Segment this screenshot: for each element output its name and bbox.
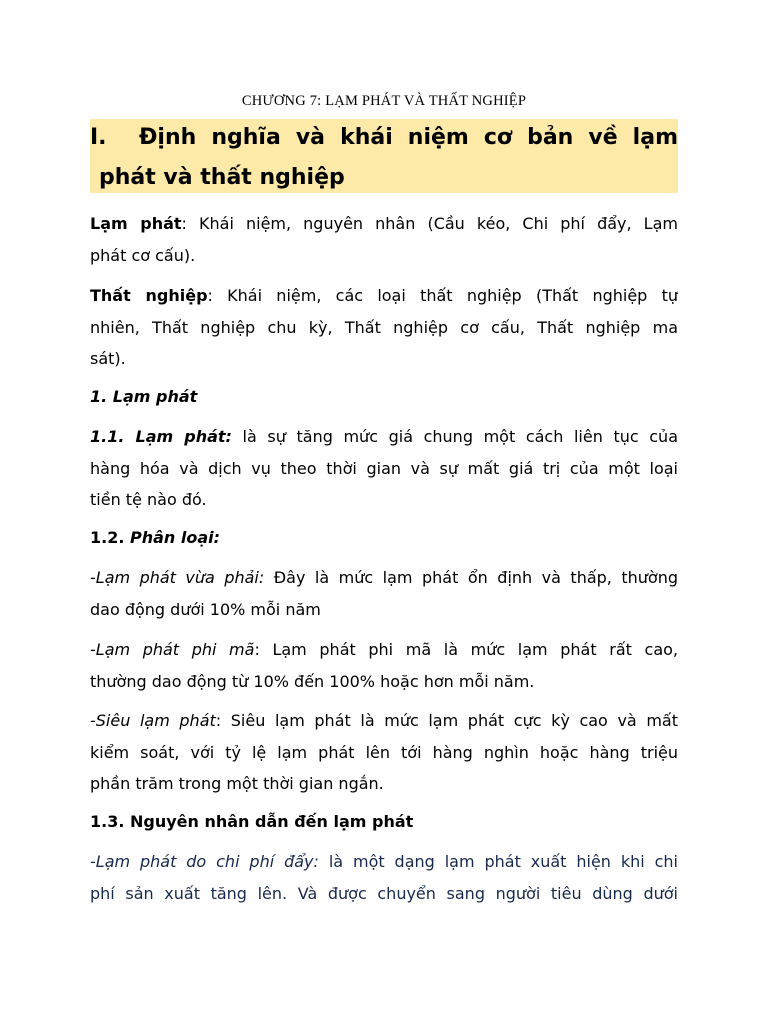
paragraph-phi-ma xyxy=(90,634,678,697)
section-heading-line-2: phát và thất nghiệp xyxy=(99,165,345,190)
paragraph-line: tiền tệ nào đó. xyxy=(90,490,207,509)
term-that-nghiep: Thất nghiệp xyxy=(90,286,208,305)
paragraph-line: kiểm soát, với tỷ lệ lạm phát lên tới hàng nghìn hoặc hàng triệu xyxy=(90,742,678,762)
paragraph-chi-phi-day xyxy=(90,846,678,909)
paragraph-that-nghiep xyxy=(90,280,678,375)
paragraph-lam-phat xyxy=(90,208,678,271)
paragraph-line: dao động dưới 10% mỗi năm xyxy=(90,599,321,619)
paragraph-line: thường dao động từ 10% đến 100% hoặc hơn mỗi năm. xyxy=(90,671,535,691)
paragraph-line: phí sản xuất tăng lên. Và được chuyển sang người tiêu dùng dưới xyxy=(90,883,678,903)
chapter-title: CHƯƠNG 7: LẠM PHÁT VÀ THẤT NGHIỆP xyxy=(241,93,527,109)
paragraph-line: -Lạm phát do chi phí đẩy: là một dạng lạm phát xuất hiện khi chi xyxy=(90,852,678,871)
paragraph-line: Lạm phát: Khái niệm, nguyên nhân (Cầu kéo, Chi phí đẩy, Lạm xyxy=(90,214,678,233)
paragraph-line: phát cơ cấu). xyxy=(90,245,196,265)
label-1-1: 1.1. Lạm phát: xyxy=(90,427,232,446)
heading-1-lam-phat: 1. Lạm phát xyxy=(90,387,198,406)
section-heading-text-1: Định nghĩa và khái niệm cơ bản về lạm xyxy=(139,125,678,150)
heading-1-2-phan-loai: 1.2. Phân loại: xyxy=(90,528,221,547)
paragraph-line: phần trăm trong một thời gian ngắn. xyxy=(90,774,384,793)
term-vua-phai: -Lạm phát vừa phải: xyxy=(90,568,265,587)
term-phi-ma: -Lạm phát phi mã xyxy=(90,640,255,659)
paragraph-line: -Lạm phát vừa phải: Đây là mức lạm phát ổn định và thấp, thường xyxy=(90,568,678,587)
paragraph-sieu-lam-phat xyxy=(90,705,678,800)
paragraph-line: Thất nghiệp: Khái niệm, các loại thất nghiệp (Thất nghiệp tự xyxy=(90,286,678,305)
section-number: I. xyxy=(90,125,107,150)
heading-1-3-nguyen-nhan: 1.3. Nguyên nhân dẫn đến lạm phát xyxy=(90,812,414,831)
paragraph-line: -Siêu lạm phát: Siêu lạm phát là mức lạm phát cực kỳ cao và mất xyxy=(90,711,678,730)
paragraph-vua-phai xyxy=(90,562,678,625)
paragraph-line: 1.1. Lạm phát: là sự tăng mức giá chung một cách liên tục của xyxy=(90,427,678,446)
paragraph-line: nhiên, Thất nghiệp chu kỳ, Thất nghiệp cơ cấu, Thất nghiệp ma xyxy=(90,317,678,337)
section-heading-line-1 xyxy=(90,121,678,155)
paragraph-line: -Lạm phát phi mã: Lạm phát phi mã là mức lạm phát rất cao, xyxy=(90,640,678,659)
term-sieu-lam-phat: -Siêu lạm phát xyxy=(90,711,216,730)
term-lam-phat: Lạm phát xyxy=(90,214,182,233)
term-chi-phi-day: -Lạm phát do chi phí đẩy: xyxy=(90,852,319,871)
paragraph-line: hàng hóa và dịch vụ theo thời gian và sự mất giá trị của một loại xyxy=(90,458,678,478)
paragraph-1-1 xyxy=(90,421,678,516)
paragraph-line: sát). xyxy=(90,349,126,368)
